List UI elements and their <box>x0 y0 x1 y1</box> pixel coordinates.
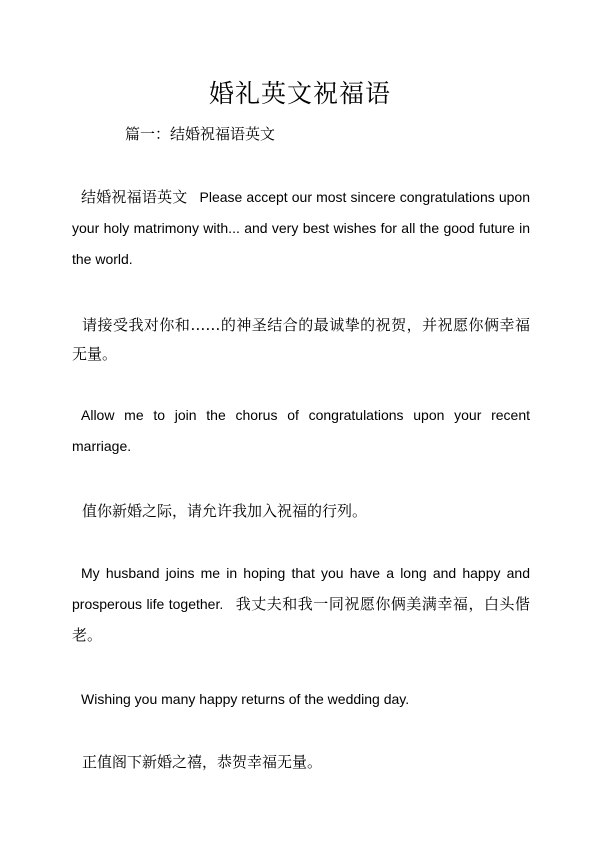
paragraph-7: 正值阁下新婚之禧，恭贺幸福无量。 <box>82 753 323 771</box>
section-subtitle: 篇一：结婚祝福语英文 <box>125 125 276 143</box>
paragraph-4: 值你新婚之际，请允许我加入祝福的行列。 <box>82 502 368 520</box>
paragraph-5-english: My husband joins me in hoping that you have a long and happy and prosperous life together. <box>72 565 530 612</box>
paragraph-1-heading: 结婚祝福语英文 <box>81 188 188 206</box>
paragraph-2: 请接受我对你和……的神圣结合的最诚挚的祝贺，并祝愿你俩幸福无量。 <box>72 316 530 363</box>
paragraph-5-chinese: 我丈夫和我一同祝愿你俩美满幸福，白头偕老。 <box>72 595 530 644</box>
paragraph-5 <box>72 558 530 651</box>
paragraph-6: Wishing you many happy returns of the wedding day. <box>81 691 410 707</box>
page-title: 婚礼英文祝福语 <box>208 79 391 108</box>
paragraph-3: Allow me to join the chorus of congratulations upon your recent marriage. <box>72 407 530 454</box>
paragraph-1 <box>72 182 530 275</box>
paragraph-1-text: Please accept our most sincere congratulations upon your holy matrimony with... and very best wishes for all the good future in the world. <box>72 189 530 267</box>
